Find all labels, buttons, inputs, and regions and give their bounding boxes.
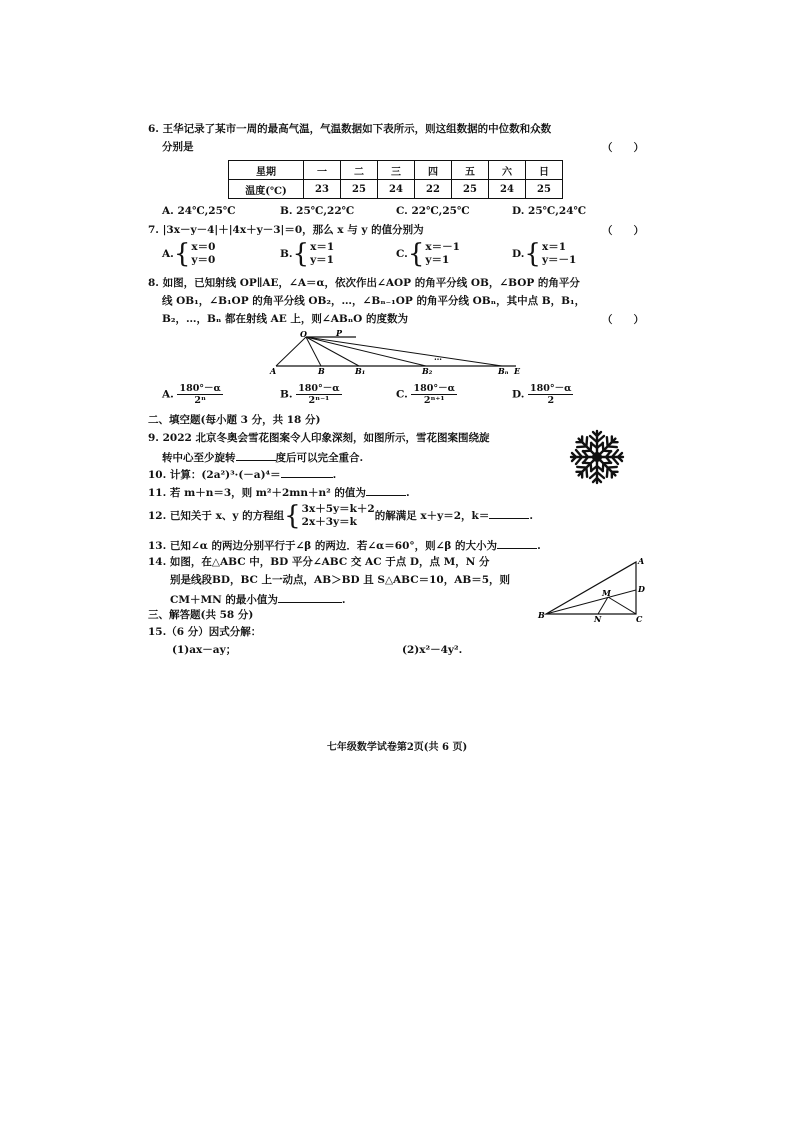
option-label: C. [396, 248, 408, 260]
fraction-denominator: 2ⁿ⁺¹ [423, 395, 445, 406]
q8-line3: B₂，…，Bₙ 都在射线 AE 上，则∠ABₙO 的度数为 [162, 313, 408, 325]
segment-oa [276, 337, 306, 366]
fraction-numerator: 180°－α [413, 383, 455, 394]
table-header-cell: 一 [304, 161, 341, 180]
q8-option-d [512, 383, 573, 406]
table-header-cell: 二 [341, 161, 378, 180]
q13 [148, 537, 648, 553]
option-label: C. [396, 388, 408, 401]
q13-text: 13. 已知∠α 的两边分别平行于∠β 的两边．若∠α＝60°，则∠β 的大小为 [148, 540, 498, 552]
q9-text-a: 转中心至少旋转 [162, 452, 236, 464]
table-cell: 24 [489, 180, 526, 199]
option-label: A. [162, 248, 174, 260]
label-c: C [636, 614, 643, 624]
table-cell: 温度(℃) [229, 180, 304, 199]
fraction-denominator: 2ⁿ [194, 395, 206, 406]
q14-line1: 14. 如图，在△ABC 中，BD 平分∠ABC 交 AC 于点 D，点 M，N 分 [148, 556, 490, 568]
q6-line2: 分别是 [162, 141, 194, 153]
q6-option-c: C. 22℃,25℃ [396, 205, 470, 217]
label-m: M [602, 588, 611, 598]
table-header-cell: 六 [489, 161, 526, 180]
q11 [148, 484, 648, 500]
fraction-denominator: 2ⁿ⁻¹ [308, 395, 330, 406]
q7-stem: 7. |3x－y－4|＋|4x＋y－3|＝0，那么 x 与 y 的值分别为 [148, 224, 424, 236]
fraction-numerator: 180°－α [179, 383, 221, 394]
q6-option-a: A. 24℃,25℃ [162, 205, 236, 217]
system-row: 2x＋3y＝k [301, 516, 357, 528]
q8-option-c [396, 383, 457, 406]
segment-ob2 [306, 337, 426, 366]
q13-end: . [537, 540, 541, 552]
q7-option-b: B. { x＝1 y＝1 [280, 239, 335, 269]
label-b: B [538, 610, 545, 620]
segment-obn [306, 337, 502, 366]
q15-title: 15.（6 分）因式分解： [148, 626, 262, 638]
label-e: E [514, 366, 521, 376]
q9-answer-blank[interactable] [236, 449, 276, 461]
system-row: y＝－1 [541, 254, 577, 266]
q14-line2: 别是线段BD，BC 上一动点，AB＞BD 且 S△ABC＝10，AB＝5，则 [170, 574, 511, 586]
q11-text: 11. 若 m＋n＝3，则 m²＋2mn＋n² 的值为 [148, 487, 366, 499]
table-header-cell: 五 [452, 161, 489, 180]
fraction-numerator: 180°－α [298, 383, 340, 394]
label-b: B [318, 366, 325, 376]
system-row: y＝0 [191, 254, 216, 266]
table-cell: 25 [341, 180, 378, 199]
table-header-cell: 星期 [229, 161, 304, 180]
q11-end: . [405, 487, 410, 499]
q8-option-b [280, 383, 342, 406]
section-3-heading: 三、解答题(共 58 分) [148, 609, 254, 621]
option-label: A. [162, 388, 174, 401]
q7-answer-paren: （ ） [602, 225, 644, 237]
q10-end: . [332, 469, 337, 481]
q10-answer-blank[interactable] [281, 466, 333, 478]
q12-answer-blank[interactable] [489, 507, 529, 519]
q14-answer-blank[interactable] [278, 591, 342, 603]
segment-bd [546, 590, 636, 614]
table-header-cell: 四 [415, 161, 452, 180]
label-p: P [336, 330, 343, 338]
q6-line1: 6. 王华记录了某市一周的最高气温，气温数据如下表所示，则这组数据的中位数和众数 [148, 123, 552, 135]
table-cell: 25 [452, 180, 489, 199]
q6-answer-paren: （ ） [602, 142, 644, 154]
q8-option-a [162, 383, 223, 406]
q13-answer-blank[interactable] [497, 537, 537, 549]
q7-option-a: A. { x＝0 y＝0 [162, 239, 216, 269]
table-row [229, 161, 563, 180]
q9-text-b: 度后可以完全重合. [275, 452, 364, 464]
q6-option-d: D. 25℃,24℃ [512, 205, 587, 217]
option-label: B. [280, 248, 293, 260]
option-label: D. [512, 388, 525, 401]
q15-part1: (1)ax－ay； [172, 644, 237, 656]
label-b1: B₁ [355, 366, 366, 376]
q8-line2: 线 OB₁，∠B₁OP 的角平分线 OB₂，…，∠Bₙ₋₁OP 的角平分线 OBₙ，其中点 B，B₁， [162, 295, 586, 307]
q9-line1: 9. 2022 北京冬奥会雪花图案令人印象深刻，如图所示，雪花图案围绕旋 [148, 432, 490, 444]
temperature-table [228, 160, 563, 199]
q7-option-d: D. { x＝1 y＝－1 [512, 239, 577, 269]
q14-text: CM＋MN 的最小值为 [170, 594, 278, 606]
table-cell: 25 [526, 180, 563, 199]
label-bn: Bₙ [498, 366, 509, 376]
label-a: A [270, 366, 277, 376]
q8-ray-figure [266, 330, 528, 376]
system-row: x＝1 [541, 241, 567, 253]
fraction-numerator: 180°－α [530, 383, 572, 394]
system-row: y＝1 [425, 254, 450, 266]
system-row: y＝1 [310, 254, 334, 266]
q6-option-b: B. 25℃,22℃ [280, 205, 355, 217]
table-cell: 22 [415, 180, 452, 199]
table-cell: 24 [378, 180, 415, 199]
q12-end: . [529, 510, 533, 522]
option-label: D. [512, 248, 525, 260]
table-header-cell: 三 [378, 161, 415, 180]
label-d: D [638, 584, 645, 594]
system-row: 3x＋5y＝k＋2 [301, 503, 375, 515]
label-o: O [300, 330, 307, 339]
table-cell: 23 [304, 180, 341, 199]
section-2-heading: 二、填空题(每小题 3 分，共 18 分) [148, 414, 321, 426]
q11-answer-blank[interactable] [366, 484, 406, 496]
label-a: A [638, 556, 645, 566]
q10 [148, 466, 648, 482]
q10-text: 10. 计算：(2a²)³·(－a)⁴＝ [148, 469, 281, 481]
q7-option-c: C. { x＝－1 y＝1 [396, 239, 460, 269]
q8-line1: 8. 如图，已知射线 OP∥AE，∠A＝α，依次作出∠AOP 的角平分线 OB，∠BOP 的角平分 [148, 277, 580, 289]
system-row: x＝0 [191, 241, 216, 253]
q14-triangle-figure [536, 554, 648, 626]
q8-answer-paren: （ ） [602, 314, 644, 326]
q15-part2: (2)x²－4y². [402, 644, 463, 656]
system-row: x＝－1 [425, 241, 460, 253]
q12-text-post: 的解满足 x＋y＝2，k＝ [374, 510, 490, 522]
label-dots: … [434, 352, 442, 362]
table-header-cell: 日 [526, 161, 563, 180]
system-row: x＝1 [310, 241, 335, 253]
q12-text-pre: 12. 已知关于 x、y 的方程组 [148, 510, 285, 522]
label-b2: B₂ [422, 366, 433, 376]
q14-end: . [341, 594, 346, 606]
q12: 12. 已知关于 x、y 的方程组 { 3x＋5y＝k＋2 2x＋3y＝k 的解满足 x＋y＝2，k＝ . [148, 501, 533, 531]
segment-cm [608, 597, 636, 614]
table-row [229, 180, 563, 199]
label-n: N [594, 614, 602, 624]
option-label: B. [280, 388, 293, 401]
page-footer: 七年级数学试卷第2页(共 6 页) [326, 742, 468, 753]
fraction-denominator: 2 [547, 395, 555, 406]
